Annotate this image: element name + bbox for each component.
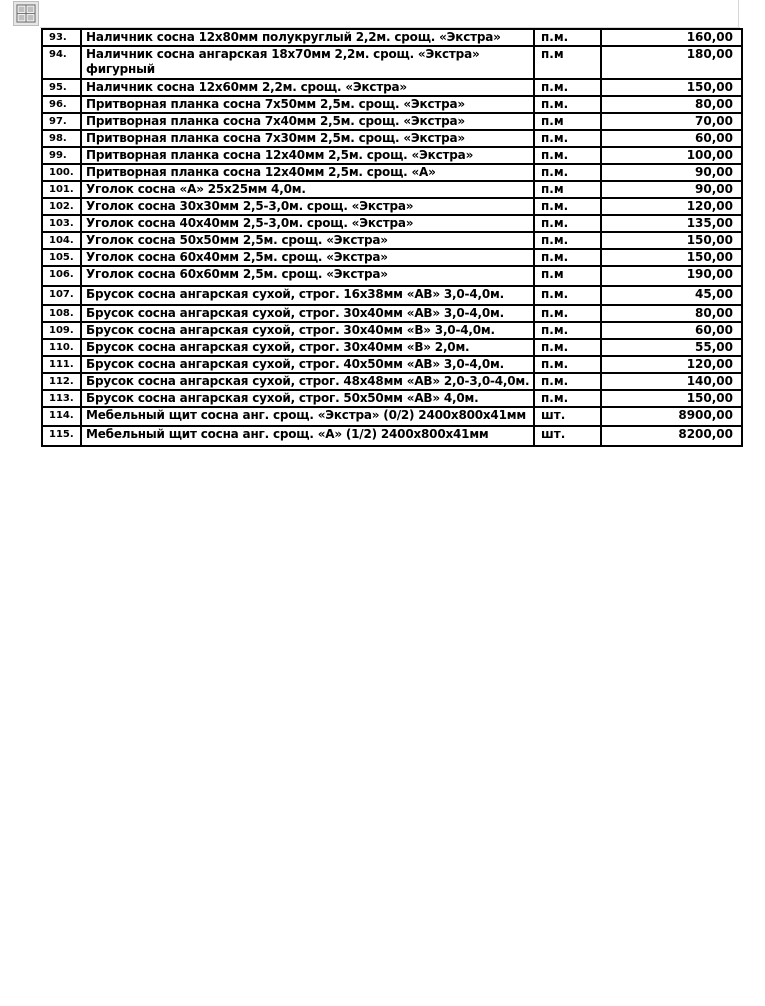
row-number: 112.: [42, 373, 81, 390]
row-number: 104.: [42, 232, 81, 249]
row-number: 102.: [42, 198, 81, 215]
table-row: [42, 215, 742, 232]
price: 70,00: [601, 113, 742, 130]
unit: п.м: [534, 266, 601, 286]
product-name: Брусок сосна ангарская сухой, строг. 30х40мм «В» 3,0-4,0м.: [81, 322, 534, 339]
price: 90,00: [601, 181, 742, 198]
page-edge-right: [738, 0, 739, 28]
price: 150,00: [601, 390, 742, 407]
table-row: [42, 322, 742, 339]
price: 120,00: [601, 198, 742, 215]
table-row: [42, 305, 742, 322]
product-name: Мебельный щит сосна анг. срощ. «А» (1/2) 2400х800х41мм: [81, 426, 534, 446]
row-number: 95.: [42, 79, 81, 96]
unit: п.м.: [534, 322, 601, 339]
unit: п.м.: [534, 29, 601, 46]
product-name: Уголок сосна 60х40мм 2,5м. срощ. «Экстра»: [81, 249, 534, 266]
price: 8200,00: [601, 426, 742, 446]
price: 150,00: [601, 249, 742, 266]
row-number: 113.: [42, 390, 81, 407]
unit: п.м.: [534, 215, 601, 232]
product-name: Наличник сосна 12х60мм 2,2м. срощ. «Экстра»: [81, 79, 534, 96]
row-number: 111.: [42, 356, 81, 373]
table-row: [42, 390, 742, 407]
unit: п.м.: [534, 164, 601, 181]
unit: п.м.: [534, 130, 601, 147]
product-name: Уголок сосна «А» 25х25мм 4,0м.: [81, 181, 534, 198]
product-name: Притворная планка сосна 7х40мм 2,5м. срощ. «Экстра»: [81, 113, 534, 130]
table-row: [42, 407, 742, 426]
unit: п.м.: [534, 305, 601, 322]
product-name: Брусок сосна ангарская сухой, строг. 50х50мм «АВ» 4,0м.: [81, 390, 534, 407]
price: 150,00: [601, 232, 742, 249]
price: 140,00: [601, 373, 742, 390]
product-name: Притворная планка сосна 7х50мм 2,5м. срощ. «Экстра»: [81, 96, 534, 113]
row-number: 115.: [42, 426, 81, 446]
table-row: [42, 181, 742, 198]
product-name: Притворная планка сосна 12х40мм 2,5м. срощ. «Экстра»: [81, 147, 534, 164]
row-number: 106.: [42, 266, 81, 286]
price: 90,00: [601, 164, 742, 181]
unit: п.м.: [534, 79, 601, 96]
unit: п.м.: [534, 249, 601, 266]
row-number: 101.: [42, 181, 81, 198]
price: 45,00: [601, 286, 742, 305]
product-name: Брусок сосна ангарская сухой, строг. 30х40мм «АВ» 3,0-4,0м.: [81, 305, 534, 322]
table-row: [42, 339, 742, 356]
row-number: 108.: [42, 305, 81, 322]
unit: п.м.: [534, 232, 601, 249]
table-row: [42, 96, 742, 113]
product-name: Уголок сосна 60х60мм 2,5м. срощ. «Экстра»: [81, 266, 534, 286]
unit: п.м: [534, 113, 601, 130]
price: 55,00: [601, 339, 742, 356]
row-number: 94.: [42, 46, 81, 79]
table-row: [42, 266, 742, 286]
row-number: 105.: [42, 249, 81, 266]
unit: шт.: [534, 407, 601, 426]
product-name: Уголок сосна 30х30мм 2,5-3,0м. срощ. «Экстра»: [81, 198, 534, 215]
row-number: 96.: [42, 96, 81, 113]
product-name: Брусок сосна ангарская сухой, строг. 16х38мм «АВ» 3,0-4,0м.: [81, 286, 534, 305]
price: 8900,00: [601, 407, 742, 426]
unit: п.м.: [534, 147, 601, 164]
table-row: [42, 164, 742, 181]
table-row: [42, 130, 742, 147]
table-row: [42, 286, 742, 305]
price: 160,00: [601, 29, 742, 46]
table-move-handle-icon[interactable]: [13, 1, 39, 26]
price: 190,00: [601, 266, 742, 286]
product-name: Притворная планка сосна 12х40мм 2,5м. срощ. «А»: [81, 164, 534, 181]
product-name: Уголок сосна 40х40мм 2,5-3,0м. срощ. «Экстра»: [81, 215, 534, 232]
unit: шт.: [534, 426, 601, 446]
table-row: [42, 232, 742, 249]
row-number: 114.: [42, 407, 81, 426]
unit: п.м.: [534, 96, 601, 113]
unit: п.м.: [534, 286, 601, 305]
unit: п.м.: [534, 356, 601, 373]
unit: п.м: [534, 46, 601, 79]
unit: п.м.: [534, 198, 601, 215]
table-row: [42, 147, 742, 164]
row-number: 97.: [42, 113, 81, 130]
price-table: [41, 28, 743, 447]
price: 60,00: [601, 130, 742, 147]
row-number: 110.: [42, 339, 81, 356]
table-row: [42, 373, 742, 390]
table-row: [42, 249, 742, 266]
price: 120,00: [601, 356, 742, 373]
product-name: Брусок сосна ангарская сухой, строг. 48х48мм «АВ» 2,0-3,0-4,0м.: [81, 373, 534, 390]
unit: п.м.: [534, 390, 601, 407]
product-name: Брусок сосна ангарская сухой, строг. 30х40мм «В» 2,0м.: [81, 339, 534, 356]
price: 60,00: [601, 322, 742, 339]
product-name: Наличник сосна ангарская 18х70мм 2,2м. срощ. «Экстра» фигурный: [81, 46, 534, 79]
row-number: 103.: [42, 215, 81, 232]
product-name: Притворная планка сосна 7х30мм 2,5м. срощ. «Экстра»: [81, 130, 534, 147]
price: 80,00: [601, 96, 742, 113]
table-row: [42, 46, 742, 79]
price: 100,00: [601, 147, 742, 164]
row-number: 109.: [42, 322, 81, 339]
price: 80,00: [601, 305, 742, 322]
table-row: [42, 426, 742, 446]
unit: п.м.: [534, 373, 601, 390]
unit: п.м.: [534, 339, 601, 356]
row-number: 100.: [42, 164, 81, 181]
table-row: [42, 356, 742, 373]
unit: п.м: [534, 181, 601, 198]
product-name: Уголок сосна 50х50мм 2,5м. срощ. «Экстра»: [81, 232, 534, 249]
row-number: 98.: [42, 130, 81, 147]
row-number: 99.: [42, 147, 81, 164]
price: 150,00: [601, 79, 742, 96]
price: 180,00: [601, 46, 742, 79]
product-name: Мебельный щит сосна анг. срощ. «Экстра» (0/2) 2400х800х41мм: [81, 407, 534, 426]
row-number: 93.: [42, 29, 81, 46]
product-name: Наличник сосна 12х80мм полукруглый 2,2м. срощ. «Экстра»: [81, 29, 534, 46]
price: 135,00: [601, 215, 742, 232]
table-row: [42, 113, 742, 130]
product-name: Брусок сосна ангарская сухой, строг. 40х50мм «АВ» 3,0-4,0м.: [81, 356, 534, 373]
table-row: [42, 29, 742, 46]
row-number: 107.: [42, 286, 81, 305]
table-row: [42, 198, 742, 215]
table-row: [42, 79, 742, 96]
